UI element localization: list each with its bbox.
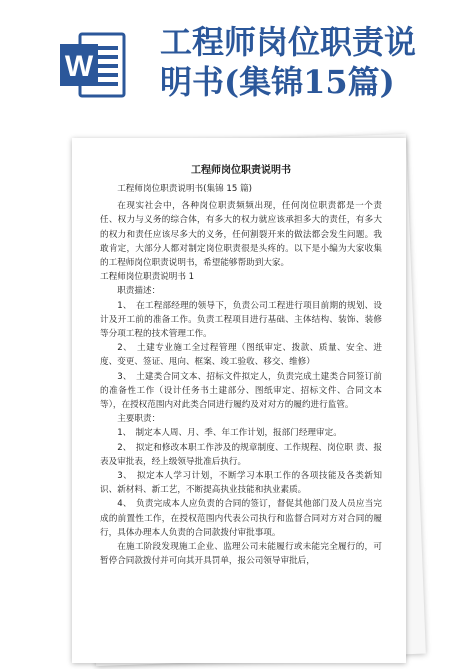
duty-item: 2、 土建专业施工全过程管理（图纸审定、拨款、质量、安全、进度、变更、签证、甩向、框案、竣工验收、移交、维修） (100, 343, 382, 368)
document-content (100, 164, 382, 568)
banner-title (160, 22, 460, 102)
main-duty-label: 主要职责： (117, 414, 161, 425)
banner-title-line-2: 明书(集锦15篇) (160, 63, 395, 101)
main-duty-item: 2、 拟定和修改本职工作涉及的规章制度、工作规程、岗位职 责、报表及审批表，经上级领导批准后执行。 (100, 442, 382, 467)
document-title: 工程师岗位职责说明书 (191, 165, 291, 176)
intro-paragraph: 在现实社会中，各种岗位职责频频出现，任何岗位职责都是一个责任、权力与义务的综合体，有多大的权力就应该承担多大的责任，有多大的权力和责任应该尽多大的义务，任何割裂开来的做法都会发生问题。我敢肯定，大部分人都对制定岗位职责很是头疼的。以下是小编为大家收集的工程师岗位职责说明书，希望能够帮助到大家。 (100, 201, 382, 269)
banner-title-line-1: 工程师岗位职责说 (160, 23, 417, 61)
closing-paragraph: 在施工阶段发现施工企业、监理公司未能履行或未能完全履行的，可暂停合同款拨付并可向其开具罚单，报公司领导审批后， (100, 542, 382, 567)
document-subtitle: 工程师岗位职责说明书(集锦 15 篇) (117, 184, 253, 194)
duty-label: 职责描述： (117, 286, 161, 297)
document-page (72, 138, 406, 663)
main-duty-item: 4、 负责完成本人应负责的合同的签订，督促其他部门及人员应当完成的前置性工作，在授权范围内代表公司执行和监督合同对方对合同的履行，具体办理本人负责的合同款拨付审批事项。 (100, 499, 382, 538)
main-duty-item: 3、 拟定本人学习计划，不断学习本职工作的各项技能及各类新知识、新材料、新工艺，不断提高执业技能和执业素质。 (100, 471, 382, 496)
duty-item: 3、 土建类合同文本、招标文件拟定人，负责完成土建类合同签订前的准备性工作（设计任务书土建部分、图纸审定、招标文件、合同文本等），在授权范围内对此类合同进行履约及对对方的履约进行监管。 (100, 371, 382, 411)
word-icon-letter: W (64, 50, 94, 83)
banner-header (0, 0, 474, 120)
main-duty-item: 1、 制定本人周、月、季、年工作计划，报部门经理审定。 (117, 428, 342, 439)
section-heading: 工程师岗位职责说明书 1 (100, 272, 195, 283)
duty-item: 1、 在工程部经理的领导下，负责公司工程进行项目前期的规划、设计及开工前的准备工作。负责工程项目进行基础、主体结构、装饰、装修等分项工程的技术管理工作。 (100, 300, 382, 340)
word-document-icon (58, 30, 128, 100)
